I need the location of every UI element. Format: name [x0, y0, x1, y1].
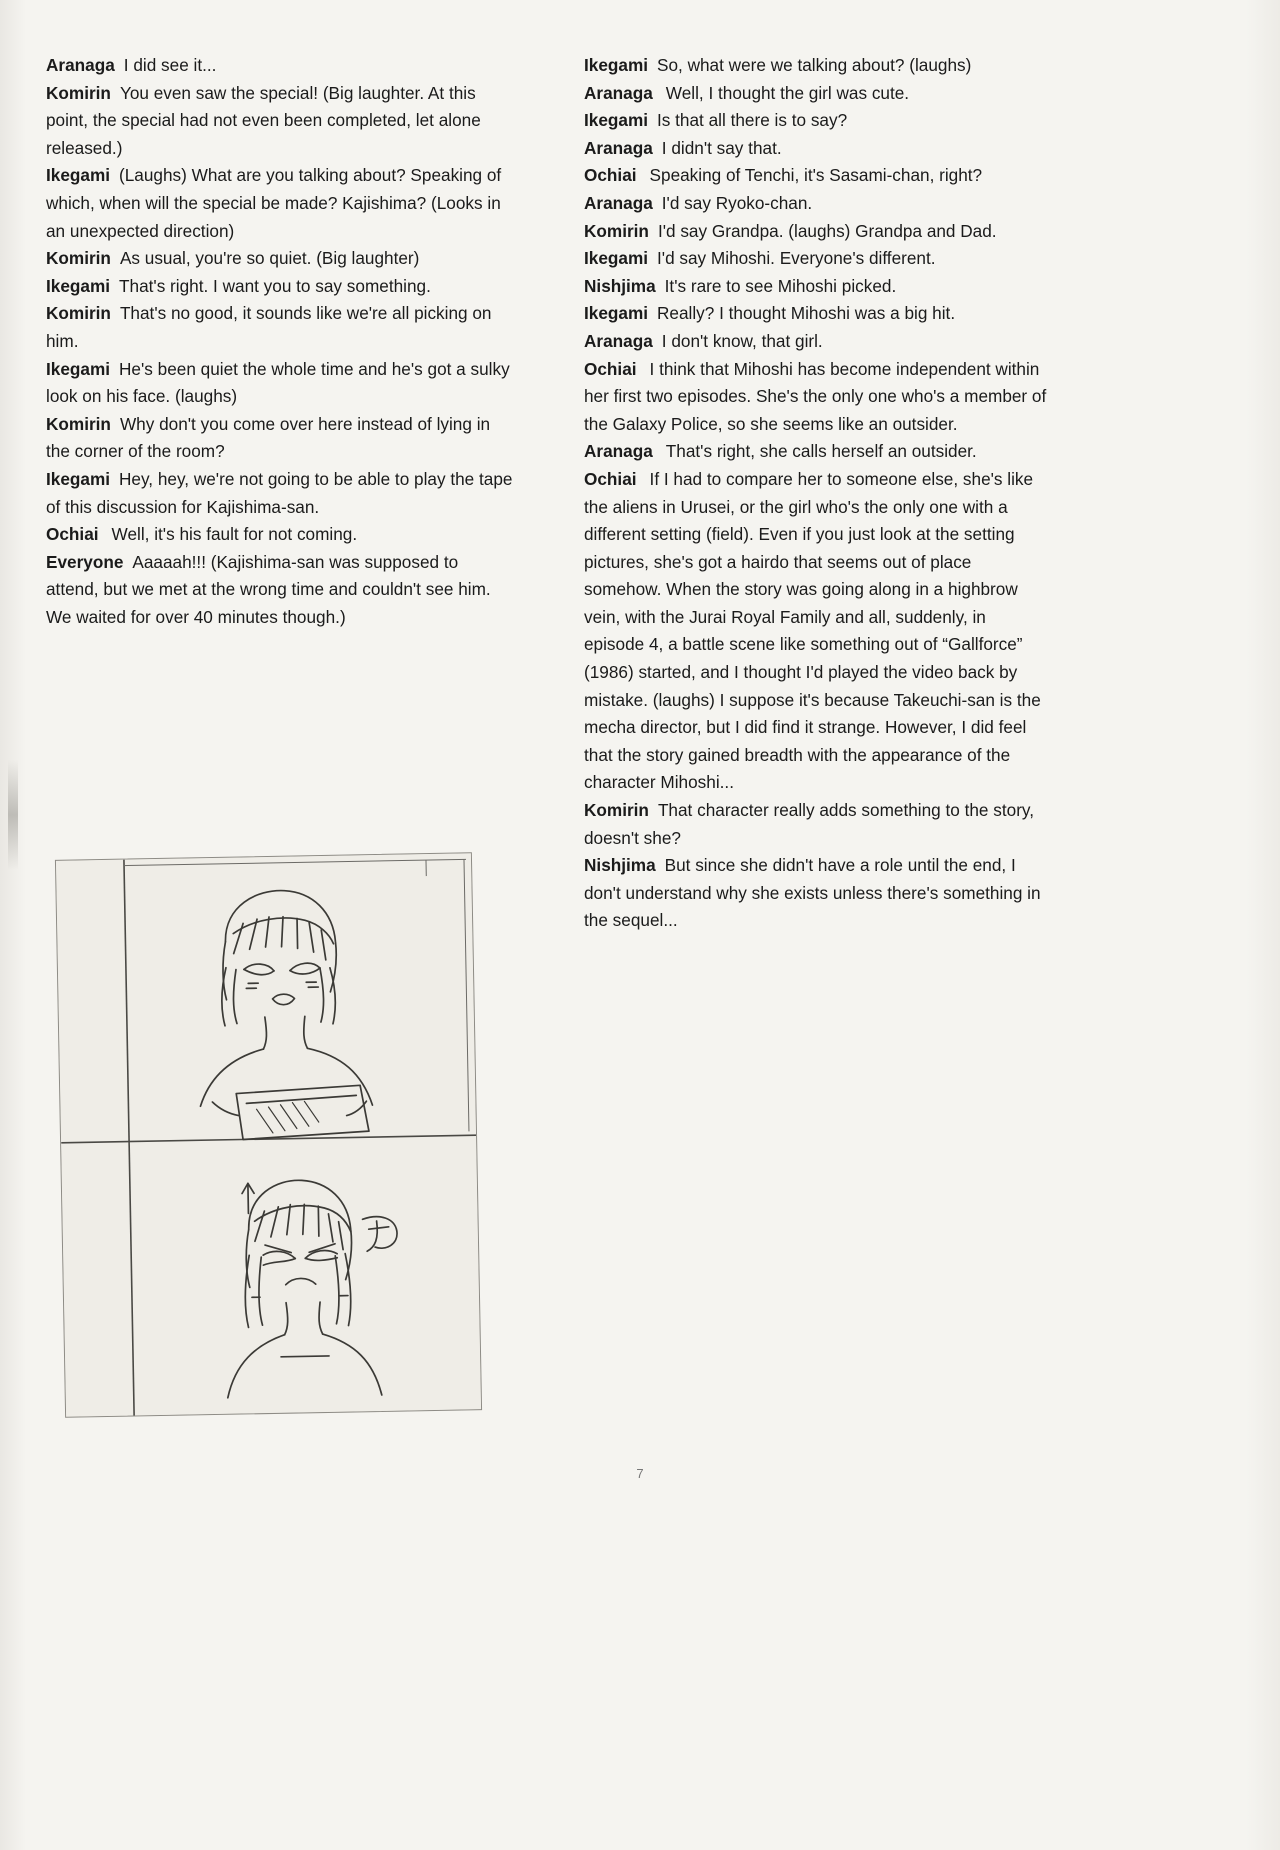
dialogue-text: Well, it's his fault for not coming.	[111, 524, 358, 545]
dialogue-line	[584, 190, 1050, 218]
illustration	[60, 856, 480, 1418]
speaker-name: Ikegami	[46, 165, 111, 186]
dialogue-line	[584, 356, 1050, 439]
dialogue-line	[584, 300, 1050, 328]
speaker-name: Aranaga	[46, 55, 115, 75]
dialogue-text: Well, I thought the girl was cute.	[665, 82, 910, 103]
speaker-name: Ochiai	[584, 165, 637, 186]
speaker-name: Komirin	[584, 220, 649, 241]
dialogue-line	[46, 80, 514, 163]
dialogue-line	[584, 852, 1050, 935]
dialogue-line	[46, 52, 514, 80]
speaker-name: Ochiai	[46, 524, 99, 545]
dialogue-line	[46, 521, 514, 549]
dialogue-line	[46, 273, 514, 301]
dialogue-text: I'd say Ryoko-chan.	[661, 192, 813, 213]
dialogue-text: (Laughs) What are you talking about? Speaking of which, when will the special be made? Kajishima? (Looks in an unexpected direction)	[46, 165, 502, 241]
speaker-name: Nishjima	[584, 275, 656, 296]
speaker-name: Ikegami	[584, 303, 649, 324]
dialogue-line	[46, 549, 514, 632]
dialogue-text: I did see it...	[123, 55, 217, 75]
sketch-frame	[55, 852, 482, 1418]
speaker-name: Ikegami	[46, 468, 111, 489]
storyboard-sketch-icon	[56, 853, 481, 1417]
dialogue-line	[584, 218, 1050, 246]
speaker-name: Everyone	[46, 551, 124, 572]
speaker-name: Komirin	[46, 248, 111, 269]
dialogue-text: Speaking of Tenchi, it's Sasami-chan, right?	[649, 165, 983, 186]
dialogue-line	[46, 162, 514, 245]
dialogue-line	[584, 273, 1050, 301]
dialogue-text: As usual, you're so quiet. (Big laughter)	[119, 248, 420, 269]
dialogue-line	[584, 466, 1050, 797]
dialogue-line	[584, 328, 1050, 356]
page-number: 7	[636, 1466, 644, 1481]
dialogue-text: Is that all there is to say?	[657, 110, 848, 131]
speaker-name: Komirin	[46, 303, 111, 324]
dialogue-line	[46, 411, 514, 466]
dialogue-line	[584, 135, 1050, 163]
speaker-name: Ikegami	[46, 275, 111, 296]
dialogue-line	[584, 438, 1050, 466]
speaker-name: Komirin	[46, 413, 111, 434]
speaker-name: Ikegami	[46, 358, 111, 379]
dialogue-text: Hey, hey, we're not going to be able to play the tape of this discussion for Kajishima-san.	[46, 468, 513, 517]
dialogue-line	[584, 245, 1050, 273]
dialogue-text: If I had to compare her to someone else, she's like the aliens in Urusei, or the girl who's the only one with a different setting (field). Even if you just look at the setting pictures, she's got a hairdo that seems out of place somehow. When the story was going along in a highbrow vein, with the Jurai Royal Family and all, suddenly, in episode 4, a battle scene like something out of “Gallforce” (1986) started, and I thought I'd played the video back by mistake. (laughs) I suppose it's because Takeuchi-san is the mecha director, but I did find it strange. However, I did feel that the story gained breadth with the appearance of the character Mihoshi...	[584, 468, 1041, 793]
speaker-name: Aranaga	[584, 82, 653, 103]
dialogue-text: It's rare to see Mihoshi picked.	[664, 275, 897, 296]
dialogue-text: He's been quiet the whole time and he's got a sulky look on his face. (laughs)	[46, 358, 510, 407]
dialogue-line	[584, 162, 1050, 190]
dialogue-line	[584, 797, 1050, 852]
dialogue-text: Really? I thought Mihoshi was a big hit.	[657, 303, 956, 324]
speaker-name: Nishjima	[584, 855, 656, 876]
dialogue-text: I think that Mihoshi has become independent within her first two episodes. She's the only one who's a member of the Galaxy Police, so she seems like an outsider.	[584, 358, 1047, 434]
speaker-name: Aranaga	[584, 192, 653, 213]
dialogue-text: I'd say Grandpa. (laughs) Grandpa and Dad.	[657, 220, 997, 241]
speaker-name: Ikegami	[584, 110, 649, 131]
left-column	[46, 52, 514, 631]
right-column	[584, 52, 1050, 935]
dialogue-text: Why don't you come over here instead of lying in the corner of the room?	[46, 413, 491, 462]
dialogue-text: That's right. I want you to say something.	[119, 275, 431, 296]
speaker-name: Komirin	[46, 82, 111, 103]
dialogue-line	[46, 356, 514, 411]
speaker-name: Aranaga	[584, 330, 653, 351]
dialogue-text: That's no good, it sounds like we're all picking on him.	[46, 303, 492, 351]
speaker-name: Ochiai	[584, 468, 637, 489]
speaker-name: Aranaga	[584, 441, 653, 462]
dialogue-text: That's right, she calls herself an outsider.	[665, 441, 977, 462]
dialogue-line	[584, 107, 1050, 135]
dialogue-line	[46, 300, 514, 355]
speaker-name: Ochiai	[584, 358, 637, 379]
speaker-name: Aranaga	[584, 137, 653, 158]
dialogue-line	[584, 52, 1050, 80]
dialogue-text: Aaaaah!!! (Kajishima-san was supposed to attend, but we met at the wrong time and couldn't see him. We waited for over 40 minutes though.)	[46, 551, 491, 627]
dialogue-text: I'd say Mihoshi. Everyone's different.	[657, 248, 936, 269]
speaker-name: Ikegami	[584, 248, 649, 269]
dialogue-text: That character really adds something to the story, doesn't she?	[584, 800, 1035, 848]
dialogue-line	[46, 245, 514, 273]
dialogue-text: You even saw the special! (Big laughter. At this point, the special had not even been completed, let alone released.)	[46, 82, 481, 158]
dialogue-line	[46, 466, 514, 521]
dialogue-text: I didn't say that.	[661, 137, 782, 158]
dialogue-text: But since she didn't have a role until the end, I don't understand why she exists unless there's something in the sequel...	[584, 855, 1041, 931]
dialogue-text: So, what were we talking about? (laughs)	[657, 55, 972, 75]
dialogue-line	[584, 80, 1050, 108]
speaker-name: Ikegami	[584, 55, 649, 75]
speaker-name: Komirin	[584, 800, 649, 821]
dialogue-text: I don't know, that girl.	[661, 330, 823, 351]
